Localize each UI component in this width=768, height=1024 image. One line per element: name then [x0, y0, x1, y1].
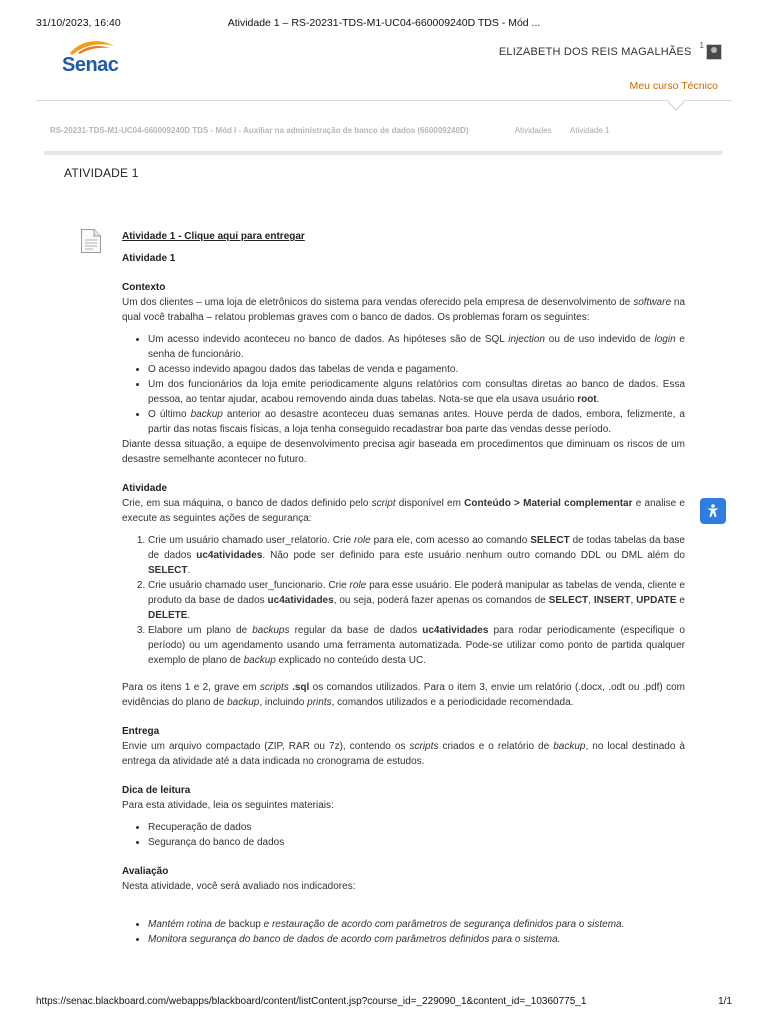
steps-list — [122, 533, 685, 668]
breadcrumb-divider — [44, 151, 722, 155]
activity-subtitle: Atividade 1 — [122, 253, 176, 264]
list-item: • Um dos funcionários da loja emite periodicamente alguns relatórios com consultas diretas ao banco de dados. Essa pessoa, ao tentar ajudar, acabou removendo ainda duas tabelas. Nota-se que ela usava usuário root. — [148, 377, 685, 407]
print-page-number: 1/1 — [718, 996, 732, 1007]
accessibility-icon — [705, 503, 721, 519]
list-item: • Recuperação de dados — [148, 820, 685, 835]
breadcrumb-item-atividades[interactable]: Atividades — [514, 126, 552, 135]
contexto-intro: Um dos clientes – uma loja de eletrônicos do sistema para vendas oferecido pela empresa de desenvolvimento de software na qual você trabalha – relatou problemas graves com o banco de dados. Os problemas foram os seguintes: — [122, 297, 685, 323]
user-name[interactable]: ELIZABETH DOS REIS MAGALHÃES — [498, 46, 692, 58]
list-item: 2. Crie usuário chamado user_funcionario. Crie role para esse usuário. Ele poderá manipular as tabelas de venda, cliente e produto da base de dados uc4atividades, ou seja, poderá fazer apenas os comandos de SELECT, INSERT, UPDATE e DELETE. — [148, 578, 685, 623]
logo-text: Senac — [62, 54, 119, 76]
list-item: • O acesso indevido apagou dados das tabelas de venda e pagamento. — [148, 362, 685, 377]
print-url: https://senac.blackboard.com/webapps/blackboard/content/listContent.jsp?course_id=_229090_1&content_id=_10360775_1 — [36, 996, 587, 1007]
list-item: • Mantém rotina de backup e restauração de acordo com parâmetros de segurança definidos para o sistema. — [148, 917, 685, 932]
section-heading-avaliacao: Avaliação — [122, 866, 169, 877]
breadcrumb-item-atividade-1[interactable]: Atividade 1 — [569, 126, 610, 135]
avaliacao-intro: Nesta atividade, você será avaliado nos indicadores: — [122, 881, 356, 892]
indicators-list — [122, 917, 685, 947]
reading-list — [122, 820, 685, 850]
section-heading-entrega: Entrega — [122, 726, 160, 737]
problems-list — [122, 332, 685, 437]
user-menu[interactable] — [499, 40, 722, 64]
contexto-closing: Diante dessa situação, a equipe de desenvolvimento precisa agir baseada em procedimentos que diminuam os riscos de um desastre semelhante acontecer no futuro. — [122, 439, 685, 465]
list-item: • Segurança do banco de dados — [148, 835, 685, 850]
print-page-title: Atividade 1 – RS-20231-TDS-M1-UC04-660009240D TDS - Mód ... — [227, 17, 541, 29]
course-menu-link[interactable]: Meu curso Técnico — [629, 80, 718, 92]
accessibility-button[interactable] — [700, 498, 726, 524]
list-item: 1. Crie um usuário chamado user_relatorio. Crie role para ele, com acesso ao comando SELECT de todas tabelas da base de dados uc4atividades. Não pode ser definido para este usuário nenhum outro comando DDL ou DML além do SELECT. — [148, 533, 685, 578]
senac-logo[interactable] — [60, 38, 124, 76]
top-bar — [36, 34, 732, 100]
entrega-text: Envie um arquivo compactado (ZIP, RAR ou 7z), contendo os scripts criados e o relatório de backup, no local destinado à entrega da atividade até a data indicada no cronograma de estudos. — [122, 741, 685, 767]
dica-intro: Para esta atividade, leia os seguintes materiais: — [122, 800, 334, 811]
document-icon — [80, 228, 102, 254]
list-item: • Monitora segurança do banco de dados de acordo com parâmetros definidos para o sistema. — [148, 932, 685, 947]
atividade-closing: Para os itens 1 e 2, grave em scripts .sql os comandos utilizados. Para o item 3, envie um relatório (.docx, .odt ou .pdf) com evidências do plano de backup, incluindo prints, comandos utilizados e a periodicidade recomendada. — [122, 682, 685, 708]
print-footer — [36, 996, 732, 1010]
breadcrumb — [50, 126, 718, 140]
list-item: • O último backup anterior ao desastre aconteceu duas semanas antes. Houve perda de dados, embora, felizmente, a partir das notas fiscais físicas, a loja tenha conseguido recadastrar boa parte das vendas desse período. — [148, 407, 685, 437]
header-divider — [36, 100, 732, 101]
content-body — [122, 229, 685, 947]
avatar[interactable] — [706, 44, 722, 60]
page-title: ATIVIDADE 1 — [64, 166, 139, 180]
print-header — [36, 17, 732, 31]
notification-count[interactable]: 1 — [699, 40, 704, 50]
list-item: • Um acesso indevido aconteceu no banco de dados. As hipóteses são de SQL injection ou de uso indevido de login e senha de funcionário. — [148, 332, 685, 362]
section-heading-contexto: Contexto — [122, 282, 166, 293]
section-heading-atividade: Atividade — [122, 483, 168, 494]
section-heading-dica: Dica de leitura — [122, 785, 191, 796]
print-datetime: 31/10/2023, 16:40 — [36, 17, 121, 29]
atividade-intro: Crie, em sua máquina, o banco de dados definido pelo script disponível em Conteúdo > Material complementar e analise e execute as seguintes ações de segurança: — [122, 498, 685, 524]
list-item: 3. Elabore um plano de backups regular da base de dados uc4atividades para rodar periodicamente (especifique o período) ou um agendamento usando uma ferramenta automatizada. Pode-se utilizar como ponto de partida qualquer exemplo de plano de backup explicado no conteúdo desta UC. — [148, 623, 685, 668]
breadcrumb-course[interactable]: RS-20231-TDS-M1-UC04-660009240D TDS - Mód I - Auxiliar na administração de banco de dados (660009240D) — [50, 126, 469, 135]
submit-activity-link[interactable]: Atividade 1 - Clique aqui para entregar — [122, 231, 305, 242]
